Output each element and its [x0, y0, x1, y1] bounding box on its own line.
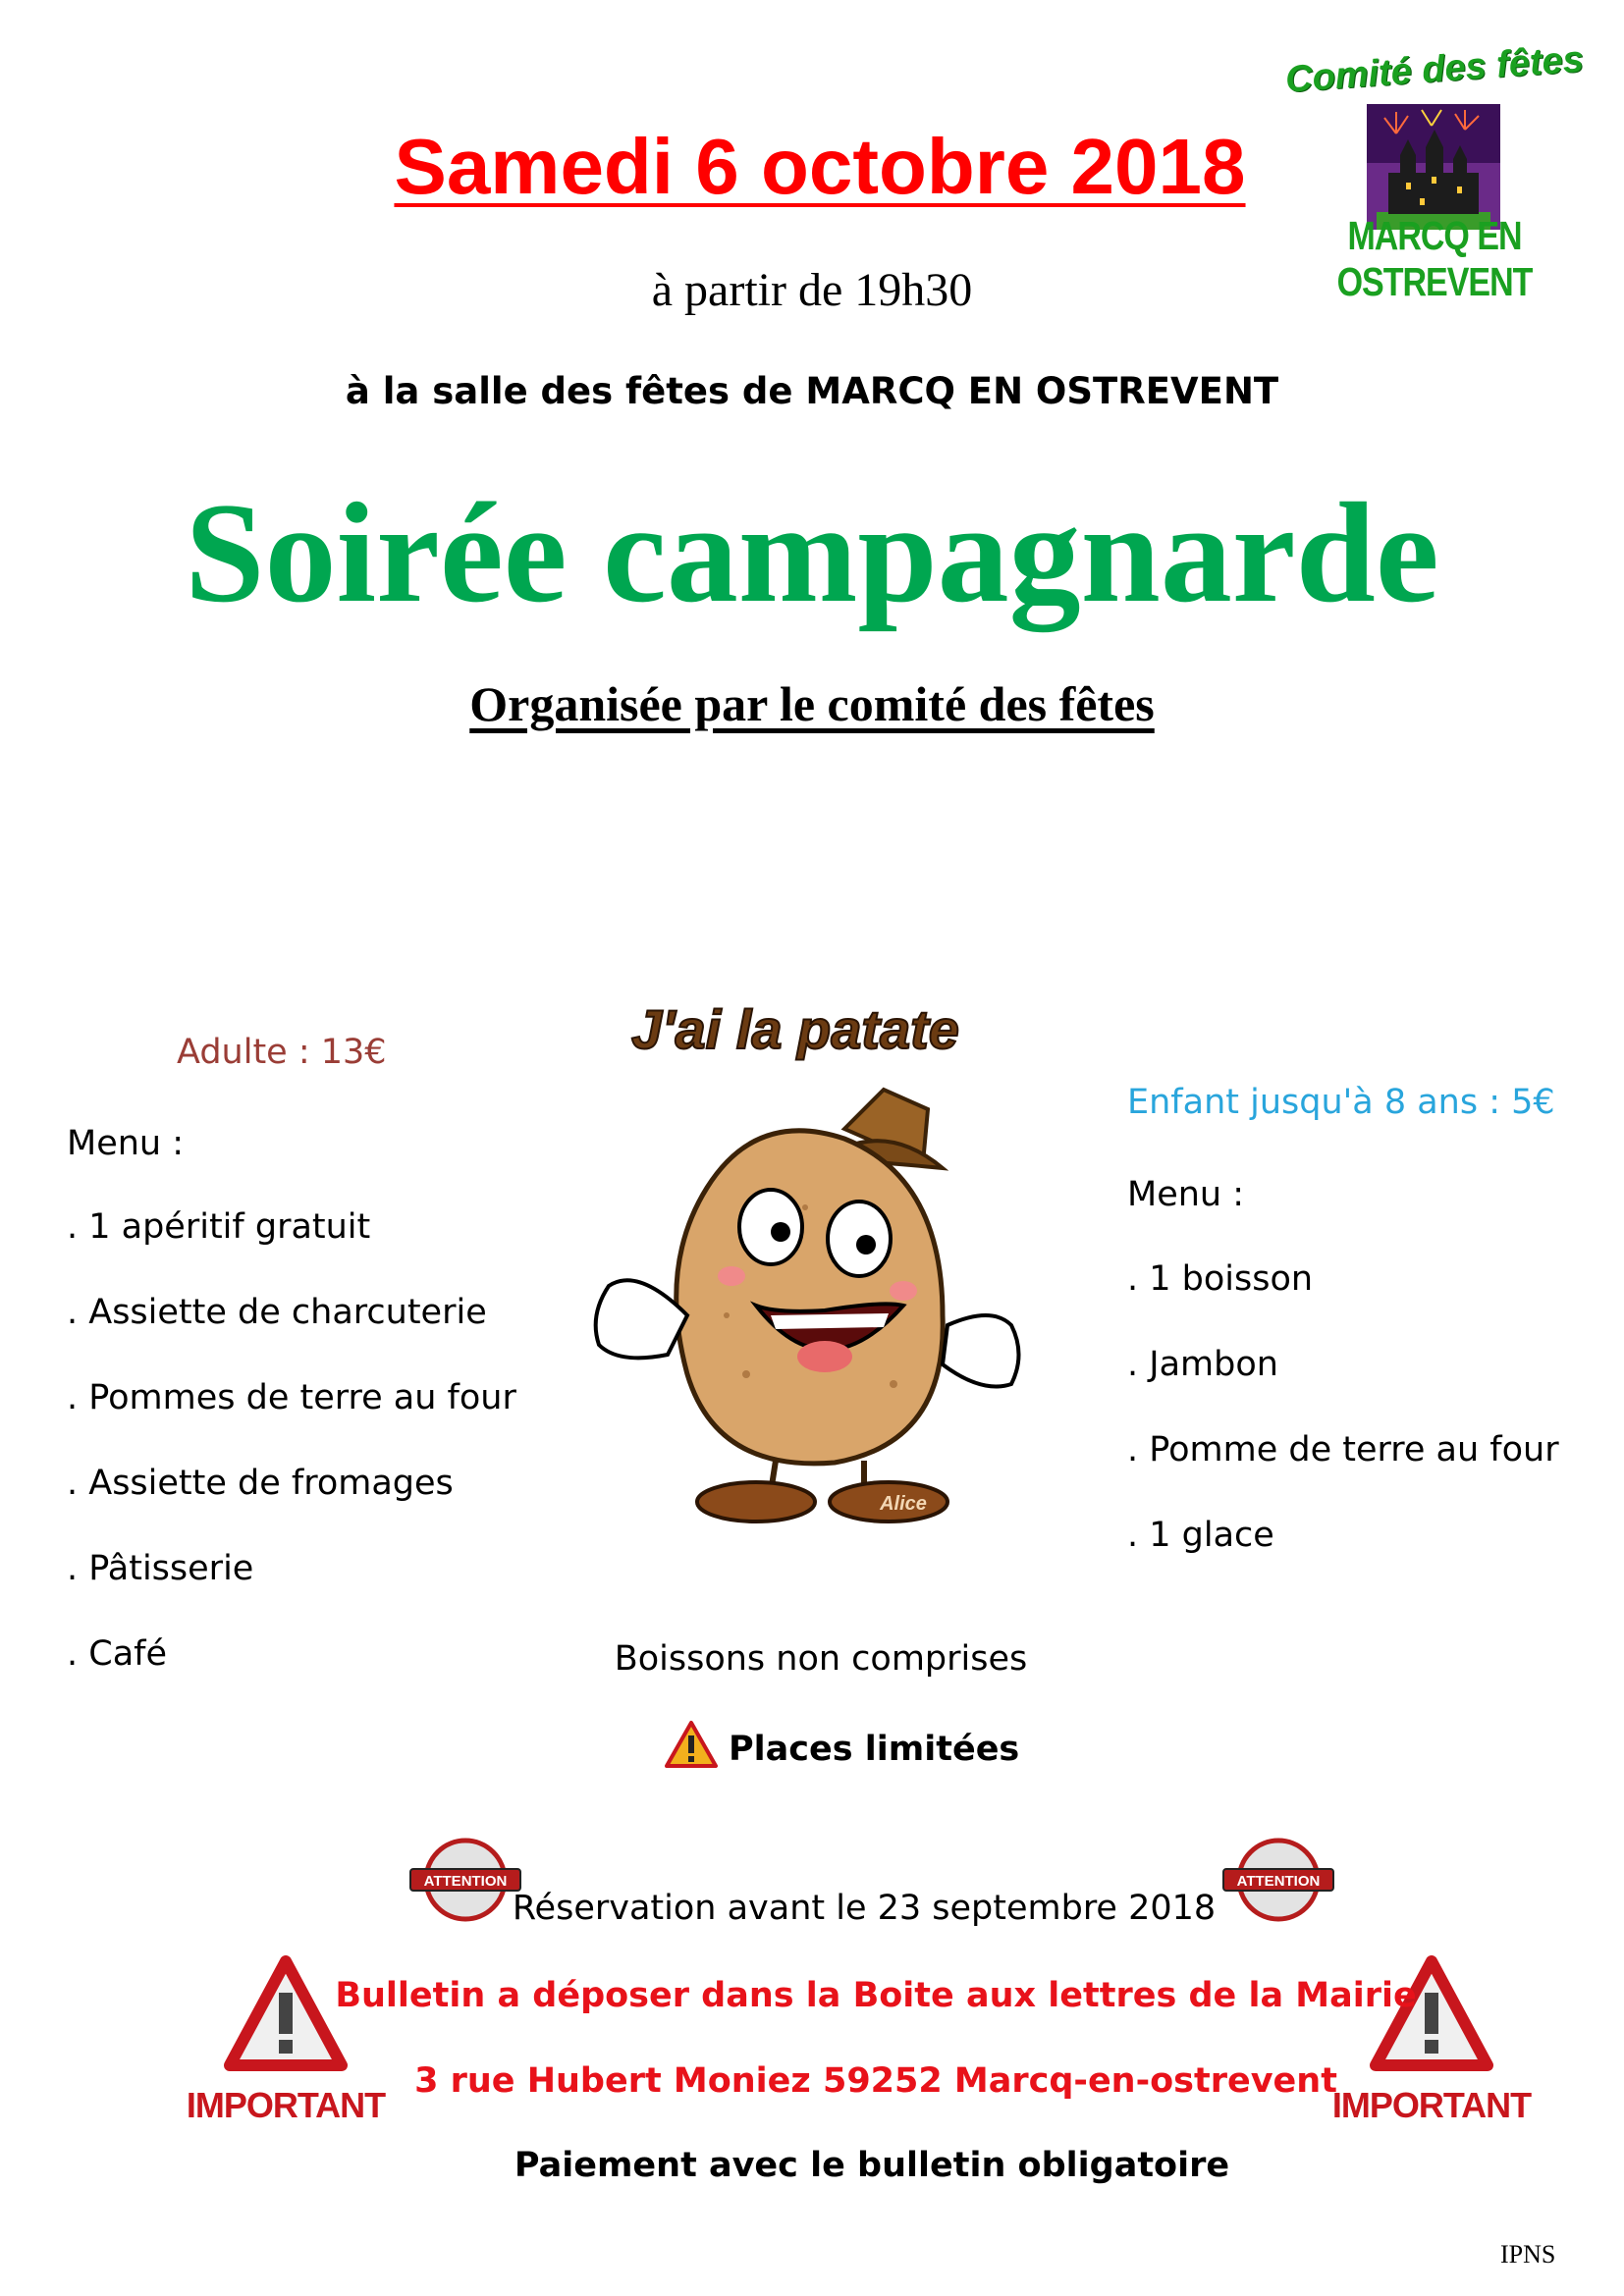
list-item: . Café	[67, 1634, 167, 1674]
attention-badge-text: ATTENTION	[1236, 1873, 1321, 1890]
committee-logo	[1272, 35, 1597, 305]
start-time: à partir de 19h30	[651, 264, 973, 316]
important-label: IMPORTANT	[1331, 2085, 1532, 2125]
list-item: . 1 glace	[1127, 1516, 1274, 1555]
list-item: . Assiette de charcuterie	[67, 1293, 487, 1332]
bulletin-instruction: Bulletin a déposer dans la Boite aux lettres de la Mairie	[335, 1976, 1417, 2015]
illustration-signature: Alice	[880, 1493, 927, 1515]
list-item: . Assiette de fromages	[67, 1464, 454, 1503]
logo-top-text: Comité des fêtes	[1283, 38, 1586, 101]
list-item: . Jambon	[1127, 1345, 1278, 1384]
logo-bottom-text: MARCQ EN OSTREVENT	[1336, 214, 1533, 305]
child-menu-list	[1127, 1259, 1618, 1554]
places-limited-text: Places limitées	[729, 1730, 1020, 1769]
adult-menu-label: Menu :	[67, 1124, 185, 1163]
important-label: IMPORTANT	[186, 2085, 386, 2125]
attention-badge-text: ATTENTION	[423, 1873, 508, 1890]
list-item: . Pommes de terre au four	[67, 1378, 516, 1417]
list-item: . Pomme de terre au four	[1127, 1430, 1559, 1469]
potato-mascot-illustration	[550, 1070, 1060, 1531]
venue: à la salle des fêtes de MARCQ EN OSTREVENT	[345, 370, 1279, 412]
castle-fireworks-icon	[1367, 104, 1500, 230]
list-item: . 1 boisson	[1127, 1259, 1314, 1299]
warning-triangle-icon	[664, 1720, 719, 1769]
list-item: . Pâtisserie	[67, 1549, 254, 1588]
drinks-note: Boissons non comprises	[614, 1639, 1028, 1679]
event-title: Soirée campagnarde	[185, 473, 1439, 632]
adult-price: Adulte : 13€	[177, 1033, 387, 1072]
organizer: Organisée par le comité des fêtes	[469, 676, 1155, 731]
child-price: Enfant jusqu'à 8 ans : 5€	[1127, 1083, 1555, 1122]
list-item: . 1 apéritif gratuit	[67, 1207, 371, 1247]
patate-caption	[589, 991, 1001, 1070]
ipns-mark: IPNS	[1500, 2240, 1556, 2269]
payment-note: Paiement avec le bulletin obligatoire	[514, 2146, 1230, 2185]
adult-menu-list	[67, 1207, 577, 1679]
patate-caption-text: J'ai la patate	[631, 998, 959, 1060]
event-date: Samedi 6 octobre 2018	[394, 123, 1246, 210]
reservation-deadline: Réservation avant le 23 septembre 2018	[512, 1889, 1217, 1928]
mairie-address: 3 rue Hubert Moniez 59252 Marcq-en-ostrevent	[414, 2061, 1337, 2101]
child-menu-label: Menu :	[1127, 1175, 1245, 1214]
